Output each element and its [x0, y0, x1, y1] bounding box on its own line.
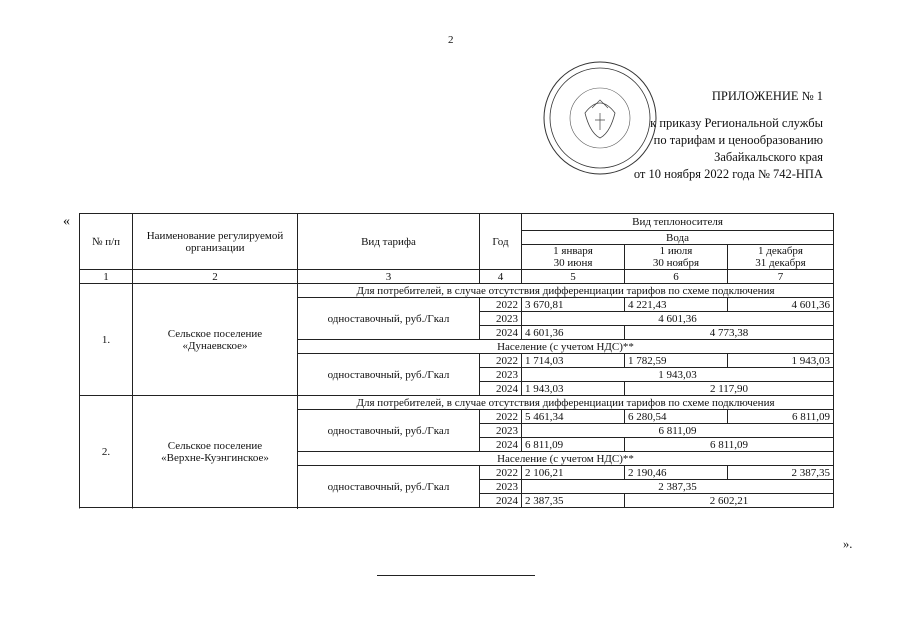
- tariff-value: 2 106,21: [522, 466, 625, 480]
- tariff-value: 4 601,36: [522, 326, 625, 340]
- tariff-value: 1 943,03: [522, 368, 834, 382]
- col-number: 6: [625, 270, 728, 284]
- header-num: № п/п: [80, 214, 133, 270]
- year-cell: 2024: [480, 438, 522, 452]
- header-org: Наименование регулируемой организации: [133, 214, 298, 270]
- header-water: Вода: [522, 231, 834, 245]
- col-number: 1: [80, 270, 133, 284]
- tariff-value: 3 670,81: [522, 298, 625, 312]
- col-number: 5: [522, 270, 625, 284]
- tariff-value: 6 280,54: [625, 410, 728, 424]
- org-number: 2.: [80, 396, 133, 508]
- appendix-line-3: Забайкальского края: [714, 150, 823, 164]
- tariff-table: [79, 213, 834, 508]
- org-name: Сельское поселение «Верхне-Куэнгинское»: [133, 396, 298, 508]
- tariff-value: 1 714,03: [522, 354, 625, 368]
- tariff-value: 6 811,09: [728, 410, 834, 424]
- year-cell: 2022: [480, 354, 522, 368]
- open-quote: «: [63, 214, 70, 229]
- tariff-type-cell: одноставочный, руб./Гкал: [298, 466, 480, 508]
- tariff-value: 2 387,35: [522, 480, 834, 494]
- year-cell: 2024: [480, 382, 522, 396]
- tariff-value: 4 601,36: [728, 298, 834, 312]
- header-carrier: Вид теплоносителя: [522, 214, 834, 231]
- header-tariff-type: Вид тарифа: [298, 214, 480, 270]
- appendix-header: [563, 88, 823, 183]
- col-number: 4: [480, 270, 522, 284]
- page-number: 2: [448, 34, 454, 46]
- tariff-type-cell: одноставочный, руб./Гкал: [298, 354, 480, 396]
- col-number: 2: [133, 270, 298, 284]
- appendix-line-4: от 10 ноября 2022 года № 742-НПА: [633, 167, 823, 181]
- tariff-value: 6 811,09: [625, 438, 834, 452]
- header-period-2: 1 июля 30 ноября: [625, 245, 728, 270]
- appendix-title: ПРИЛОЖЕНИЕ № 1: [711, 89, 823, 103]
- year-cell: 2023: [480, 368, 522, 382]
- appendix-line-1: к приказу Региональной службы: [650, 116, 823, 130]
- tariff-value: 1 782,59: [625, 354, 728, 368]
- population-group-label: Население (с учетом НДС)**: [298, 452, 834, 466]
- tariff-type-cell: одноставочный, руб./Гкал: [298, 298, 480, 340]
- tariff-value: 4 773,38: [625, 326, 834, 340]
- consumer-group-label: Для потребителей, в случае отсутствия дифференциации тарифов по схеме подключения: [298, 396, 834, 410]
- header-year: Год: [480, 214, 522, 270]
- tariff-value: 2 387,35: [728, 466, 834, 480]
- tariff-value: 6 811,09: [522, 438, 625, 452]
- tariff-value: 2 190,46: [625, 466, 728, 480]
- year-cell: 2024: [480, 326, 522, 340]
- tariff-value: 2 602,21: [625, 494, 834, 508]
- year-cell: 2024: [480, 494, 522, 508]
- header-period-3: 1 декабря 31 декабря: [728, 245, 834, 270]
- year-cell: 2023: [480, 480, 522, 494]
- tariff-value: 1 943,03: [728, 354, 834, 368]
- population-group-label: Население (с учетом НДС)**: [298, 340, 834, 354]
- tariff-value: 5 461,34: [522, 410, 625, 424]
- tariff-value: 1 943,03: [522, 382, 625, 396]
- header-period-1: 1 января 30 июня: [522, 245, 625, 270]
- year-cell: 2022: [480, 410, 522, 424]
- org-name: Сельское поселение «Дунаевское»: [133, 284, 298, 396]
- consumer-group-label: Для потребителей, в случае отсутствия дифференциации тарифов по схеме подключения: [298, 284, 834, 298]
- appendix-line-2: по тарифам и ценообразованию: [653, 133, 823, 147]
- tariff-value: 4 601,36: [522, 312, 834, 326]
- col-number: 3: [298, 270, 480, 284]
- org-number: 1.: [80, 284, 133, 396]
- tariff-value: 2 117,90: [625, 382, 834, 396]
- tariff-type-cell: одноставочный, руб./Гкал: [298, 410, 480, 452]
- tariff-value: 2 387,35: [522, 494, 625, 508]
- year-cell: 2022: [480, 466, 522, 480]
- tariff-value: 4 221,43: [625, 298, 728, 312]
- year-cell: 2022: [480, 298, 522, 312]
- footer-rule: [377, 575, 535, 576]
- year-cell: 2023: [480, 312, 522, 326]
- close-quote: ».: [843, 537, 853, 551]
- year-cell: 2023: [480, 424, 522, 438]
- col-number: 7: [728, 270, 834, 284]
- tariff-value: 6 811,09: [522, 424, 834, 438]
